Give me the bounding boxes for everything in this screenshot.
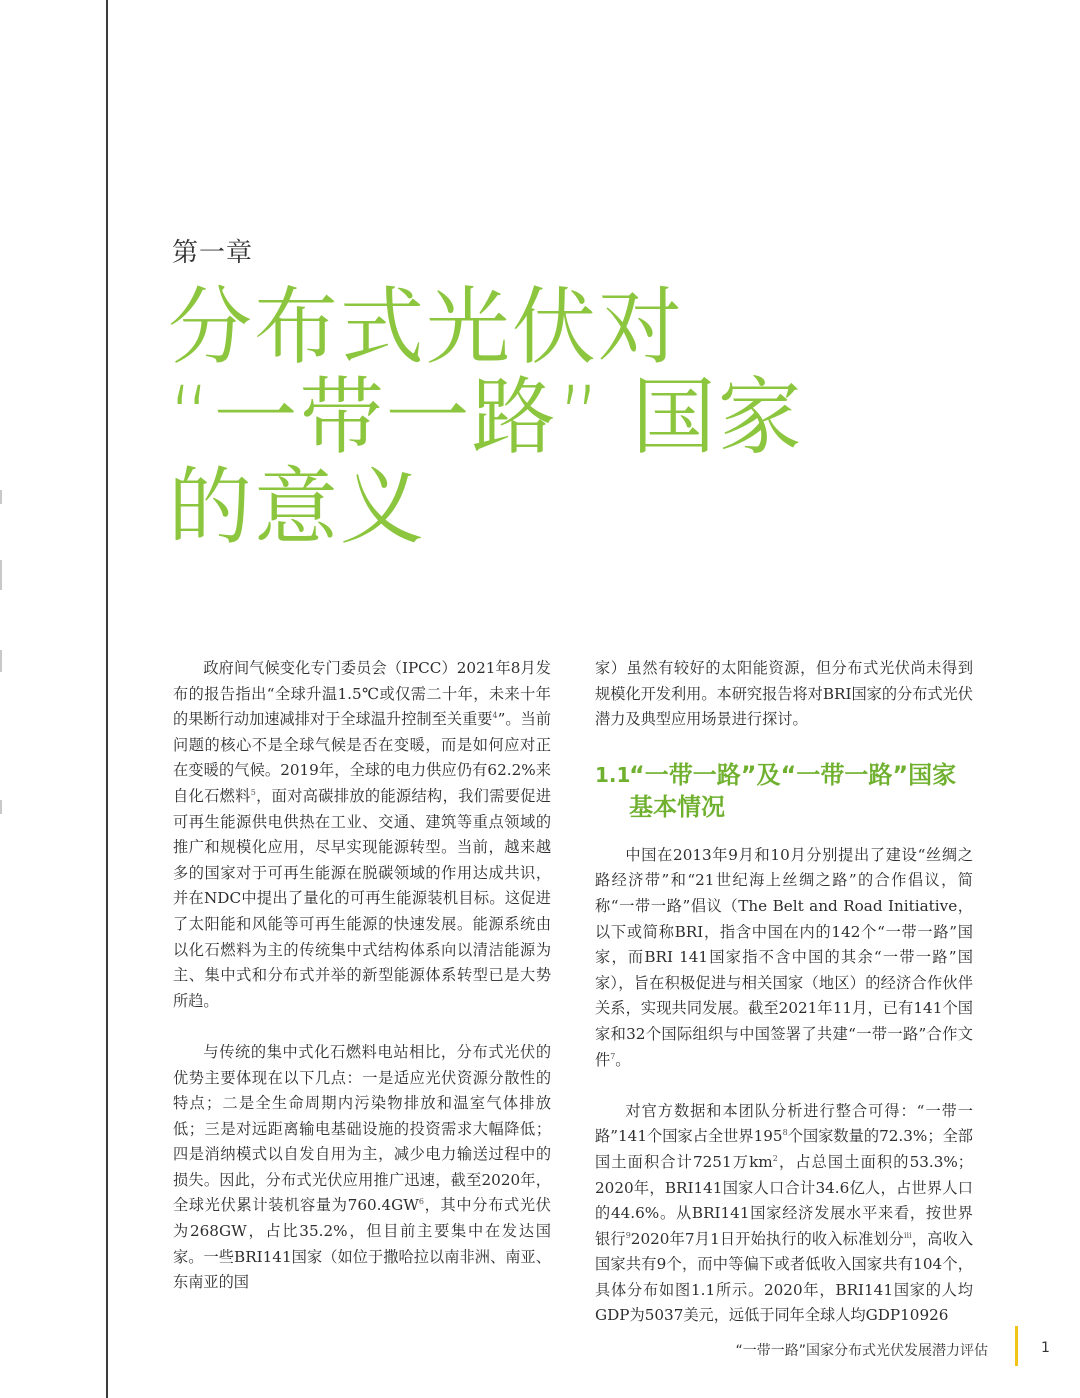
footnote-ref: 4 (492, 711, 498, 721)
paragraph: 家）虽然有较好的太阳能资源，但分布式光伏尚未得到规模化开发利用。本研究报告将对BRI国家的分布式光伏潜力及典型应用场景进行探讨。 (595, 659, 973, 729)
chapter-title-line: “一带一路” 国家 (168, 368, 804, 466)
section-heading (595, 759, 973, 823)
edge-mark (0, 650, 2, 672)
section-number: 1.1 (595, 762, 631, 787)
page-number: 1 (1041, 1340, 1050, 1356)
right-column (595, 656, 973, 1329)
paragraph: 对官方数据和本团队分析进行整合可得：“一带一路”141个国家占全世界$195^8$个国家数量的72.3%；全部国土面积合计7251万$km^2$，占总国土面积的53.3%；2020年，BRI141国家人口合计34.6亿人，占世界人口的44.6%。从BRI141国家经济发展水平来看，按世界银行$^9$2020年7月1日开始执行的收入标准划分$^{iii}$，高收入国家共有9个，而中等偏下或者低收入国家共有104个，具体分布如图1.1所示。2020年，BRI141国家的人均GDP为5037美元，远低于同年全球人均GDP10926 (595, 1101, 974, 1325)
chapter-title-line: 分布式光伏对 (168, 278, 685, 376)
chapter-title-line: 的意义 (168, 458, 427, 556)
section-title: “一带一路”及“一带一路”国家基本情况 (629, 760, 957, 821)
footnote-ref: 6 (418, 1197, 424, 1207)
footnote-ref: 2 (772, 1153, 778, 1163)
edge-mark (0, 490, 2, 504)
chapter-title (168, 278, 804, 556)
footnote-ref: 7 (610, 1051, 616, 1061)
running-footer: “一带一路”国家分布式光伏发展潜力评估 (735, 1343, 988, 1359)
footnote-ref: 8 (782, 1128, 788, 1138)
paragraph: 政府间气候变化专门委员会（IPCC）2021年8月发布的报告指出“全球升温1.5℃或仅需二十年，未来十年的果断行动加速减排对于全球温升控制至关重要$^4$”。当前问题的核心不是全球气候是否在变暖，而是如何应对正在变暖的气候。2019年，全球的电力供应仍有62.2%来自化石燃料$^5$，面对高碳排放的能源结构，我们需要促进可再生能源供电供热在工业、交通、建筑等重点领域的推广和规模化应用，尽早实现能源转型。当前，越来越多的国家对于可再生能源在脱碳领域的作用达成共识，并在NDC中提出了量化的可再生能源装机目标。这促进了太阳能和风能等可再生能源的快速发展。能源系统由以化石燃料为主的传统集中式结构体系向以清洁能源为主、集中式和分布式并举的新型能源体系转型已是大势所趋。 (173, 659, 552, 1010)
paragraph: 与传统的集中式化石燃料电站相比，分布式光伏的优势主要体现在以下几点：一是适应光伏资源分散性的特点；二是全生命周期内污染物排放和温室气体排放低；三是对远距离输电基础设施的投资需求大幅降低；四是消纳模式以自发自用为主，减少电力输送过程中的损失。因此，分布式光伏应用推广迅速，截至2020年，全球光伏累计装机容量为$760.4GW^6$，其中分布式光伏为268GW，占比35.2%，但目前主要集中在发达国家。一些BRI141国家（如位于撒哈拉以南非洲、南亚、东南亚的国 (173, 1042, 551, 1292)
footer-divider-bar (1015, 1326, 1018, 1366)
left-column (173, 656, 551, 1296)
edge-mark (0, 800, 2, 814)
left-margin-rule (106, 0, 108, 1398)
edge-mark (0, 560, 2, 590)
footnote-ref: 9 (625, 1230, 631, 1240)
footnote-ref: 5 (250, 787, 256, 797)
footnote-ref: iii (903, 1230, 912, 1240)
paragraph: 中国在2013年9月和10月分别提出了建设“丝绸之路经济带”和“21世纪海上丝绸之路”的合作倡议，简称“一带一路”倡议（The Belt and Road Initiative，以下或简称BRI，指含中国在内的142个“一带一路”国家，而BRI 141国家指不含中国的其余“一带一路”国家），旨在积极促进与相关国家（地区）的经济合作伙伴关系，实现共同发展。截至2021年11月，已有141个国家和32个国际组织与中国签署了共建“一带一路”合作文件$^7$。 (595, 845, 973, 1069)
chapter-label: 第一章 (172, 238, 254, 268)
